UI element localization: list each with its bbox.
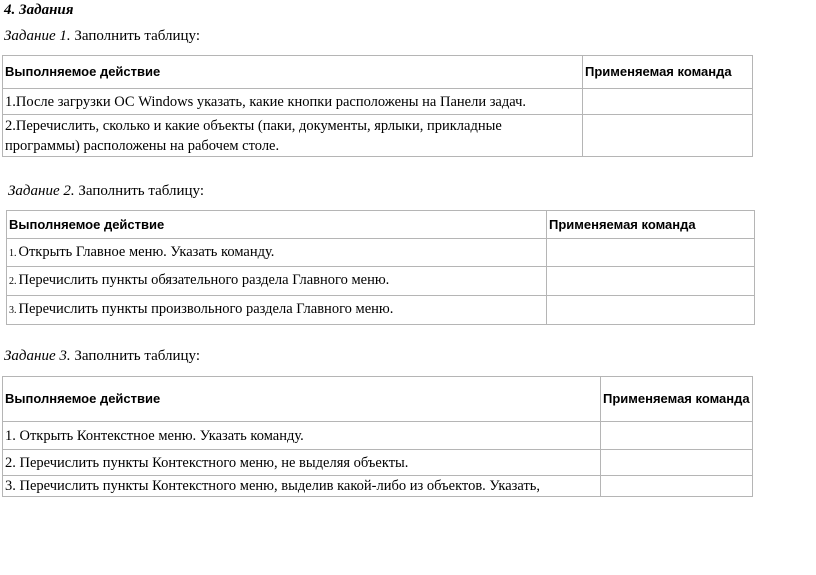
action-cell — [7, 239, 547, 267]
table-row — [3, 89, 753, 115]
row-number: 3. — [5, 478, 16, 494]
table-row — [3, 476, 753, 497]
table-header-row — [3, 56, 753, 89]
action-cell — [7, 267, 547, 296]
action-cell — [3, 476, 601, 497]
task1-label — [4, 28, 200, 45]
table-header-row — [7, 211, 755, 239]
task1-table — [2, 55, 753, 157]
section-title: 4. Задания — [4, 2, 74, 18]
command-cell[interactable] — [601, 476, 753, 497]
row-text: Открыть Главное меню. Указать команду. — [18, 243, 275, 260]
command-cell[interactable] — [601, 450, 753, 476]
command-cell[interactable] — [547, 296, 755, 325]
action-cell — [3, 89, 583, 115]
row-text: Открыть Контекстное меню. Указать команду. — [19, 427, 304, 444]
header-action: Выполняемое действие — [7, 211, 547, 239]
table-row — [7, 239, 755, 267]
task1-label-number: Задание 1. — [4, 28, 71, 44]
table-row — [3, 115, 753, 157]
action-cell — [3, 450, 601, 476]
header-command: Применяемая команда — [583, 56, 753, 89]
action-cell — [3, 422, 601, 450]
table-row — [7, 267, 755, 296]
header-action: Выполняемое действие — [3, 377, 601, 422]
row-text: Перечислить пункты Контекстного меню, не выделяя объекты. — [19, 454, 409, 471]
table-header-row — [3, 377, 753, 422]
task3-label-text: Заполнить таблицу: — [70, 348, 201, 364]
row-number: 1. — [5, 93, 16, 110]
table-row — [3, 450, 753, 476]
task2-table — [6, 210, 755, 325]
row-number: 2. — [9, 276, 17, 287]
header-command: Применяемая команда — [601, 377, 753, 422]
command-cell[interactable] — [547, 267, 755, 296]
task1-label-text: Заполнить таблицу: — [70, 28, 201, 44]
table-row — [3, 422, 753, 450]
command-cell[interactable] — [583, 89, 753, 115]
row-number: 2. — [5, 454, 16, 471]
action-cell — [3, 115, 583, 157]
task3-label — [4, 348, 200, 365]
task2-label — [8, 183, 204, 200]
row-text: Перечислить, сколько и какие объекты (паки, документы, ярлыки, прикладные программы) расположены на рабочем столе. — [5, 117, 502, 154]
task2-label-number: Задание 2. — [8, 183, 75, 199]
row-text: Перечислить пункты произвольного раздела Главного меню. — [18, 301, 394, 317]
command-cell[interactable] — [547, 239, 755, 267]
header-command: Применяемая команда — [547, 211, 755, 239]
task3-table — [2, 376, 753, 497]
command-cell[interactable] — [583, 115, 753, 157]
task2-label-text: Заполнить таблицу: — [74, 183, 205, 199]
row-number: 1. — [9, 247, 17, 259]
action-cell — [7, 296, 547, 325]
row-number: 1. — [5, 427, 16, 444]
row-number: 2. — [5, 117, 16, 134]
row-text: Перечислить пункты обязательного раздела Главного меню. — [18, 272, 390, 288]
header-action: Выполняемое действие — [3, 56, 583, 89]
table-row — [7, 296, 755, 325]
row-text: Перечислить пункты Контекстного меню, выделив какой-либо из объектов. Указать, — [19, 478, 541, 494]
row-number: 3. — [9, 305, 17, 316]
command-cell[interactable] — [601, 422, 753, 450]
task3-label-number: Задание 3. — [4, 348, 71, 364]
row-text: После загрузки ОС Windows указать, какие кнопки расположены на Панели задач. — [15, 93, 527, 110]
